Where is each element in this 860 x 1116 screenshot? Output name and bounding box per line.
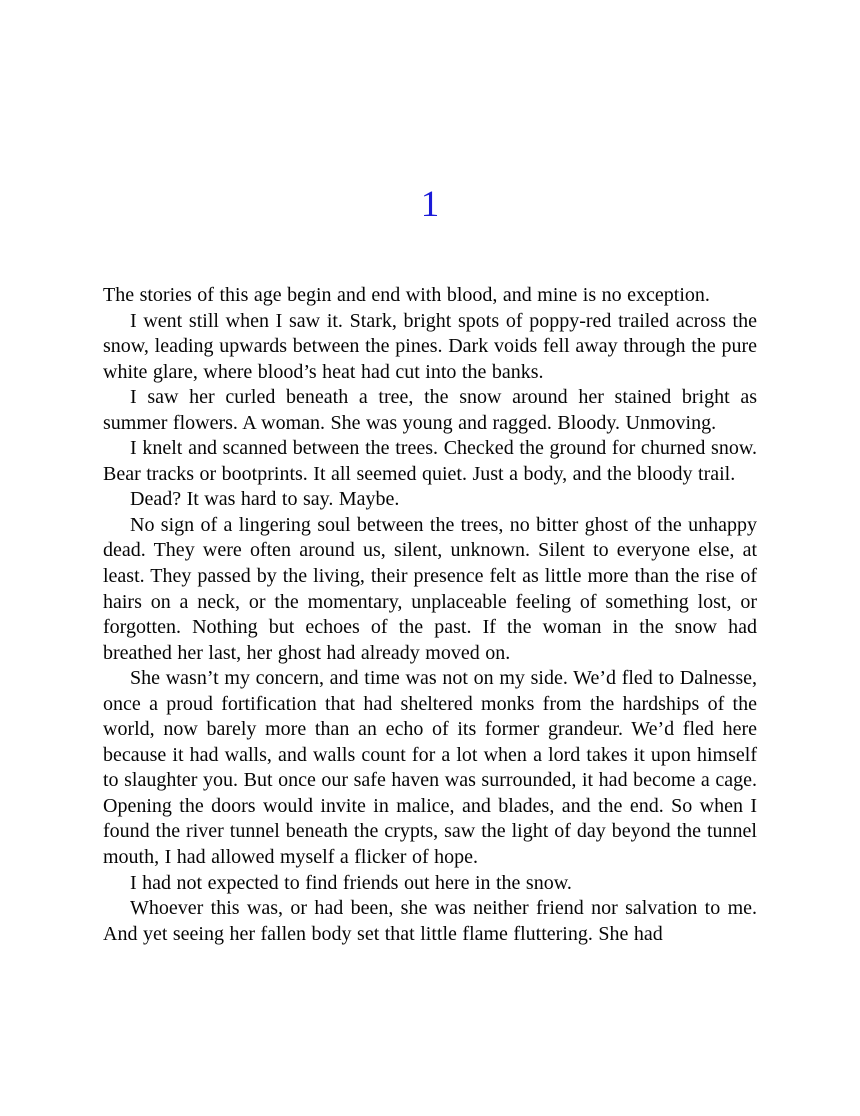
paragraph: She wasn’t my concern, and time was not on my side. We’d fled to Dalnesse, once a proud fortification that had sheltered monks from the hardships of the world, now barely more than an echo of its former grandeur. We’d fled here because it had walls, and walls count for a lot when a lord takes it upon himself to slaughter you. But once our safe haven was surrounded, it had become a cage. Opening the doors would invite in malice, and blades, and the end. So when I found the river tunnel beneath the crypts, saw the light of day beyond the tunnel mouth, I had allowed myself a flicker of hope. [103,667,757,869]
paragraph: I knelt and scanned between the trees. Checked the ground for churned snow. Bear tracks or bootprints. It all seemed quiet. Just a body, and the bloody trail. [103,437,757,485]
chapter-number-heading: 1 [420,184,440,225]
paragraph: The stories of this age begin and end with blood, and mine is no exception. [103,284,710,306]
paragraph: I went still when I saw it. Stark, bright spots of poppy-red trailed across the snow, leading upwards between the pines. Dark voids fell away through the pure white glare, where blood’s heat had cut into the banks. [103,309,757,383]
paragraph: Dead? It was hard to say. Maybe. [130,488,400,511]
paragraph: I had not expected to find friends out here in the snow. [130,871,572,894]
paragraph: No sign of a lingering soul between the trees, no bitter ghost of the unhappy dead. They were often around us, silent, unknown. Silent to everyone else, at least. They passed by the living, their presence felt as little more than the rise of hairs on a neck, or the momentary, unplaceable feeling of something lost, or forgotten. Nothing but echoes of the past. If the woman in the snow had breathed her last, her ghost had already moved on. [103,513,757,664]
chapter-body [103,283,757,947]
paragraph: Whoever this was, or had been, she was neither friend nor salvation to me. And yet seeing her fallen body set that little flame fluttering. She had [103,897,757,945]
paragraph: I saw her curled beneath a tree, the snow around her stained bright as summer flowers. A woman. She was young and ragged. Bloody. Unmoving. [103,386,757,434]
